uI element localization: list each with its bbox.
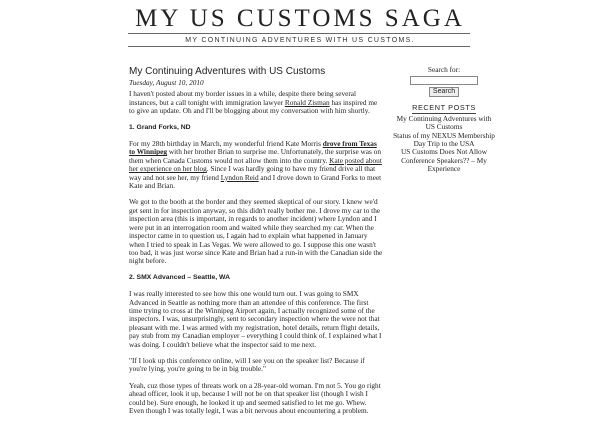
- recent-posts-list: [392, 115, 496, 174]
- post-paragraph-intro: [129, 90, 383, 115]
- intro-text-1: I haven't posted about my border issues in a while, despite there being several instances, but a call tonight with immigration lawyer: [129, 89, 357, 107]
- lyndon-reid-link[interactable]: Lyndon Reid: [220, 172, 259, 182]
- recent-post-link[interactable]: Day Trip to the USA: [413, 139, 475, 149]
- post-paragraph-birthday: [129, 140, 383, 190]
- list-item: [392, 115, 496, 132]
- search-input[interactable]: [410, 76, 478, 85]
- kate-blog-link[interactable]: Kate posted about her experience on her blog: [129, 155, 382, 174]
- section-heading-smx: 2. SMX Advanced – Seattle, WA: [129, 273, 230, 281]
- post-paragraph-smx: I was really interested to see how this one would turn out. I was going to SMX Advanced in Seattle as nothing more than an attendee of this conference. The first time trying to cross at the Winnipeg Airport again, I actually recognized some of the inspectors. I was, unsurprisingly, sent to secondary inspection where the were not that pleasant with me. I was armed with my registration, hotel details, return flight details, pay stub from my Canadian employer – everything I could think of. I explained what I was doing. I couldn't believe what the inspector said to me next.: [129, 289, 382, 349]
- search-label: Search for:: [427, 65, 461, 74]
- post-date: Tuesday, August 10, 2010: [129, 78, 204, 87]
- list-item: [392, 148, 496, 173]
- p2-text-3: . Since I was hardly going to have my friend drive all that way and not see her, my friend: [129, 164, 376, 182]
- post-paragraph-threats: Yeah, cuz those types of threats work on a 28-year-old woman. I'm not 5. You go right ahead officer, look it up, because I will not be on that speaker list (though I wish I could be). Sure enough, he looked it up and seemed satisfied to let me go. Whew. Even though I was totally legit, I was a bit nervous about encountering a problem.: [129, 380, 381, 415]
- sidebar: [392, 66, 496, 174]
- intro-text-2: has inspired me to give an update. Oh and I'll be blogging about my conversation with him shortly.: [129, 97, 378, 116]
- site-tagline: MY CONTINUING ADVENTURES WITH US CUSTOMS.: [185, 37, 415, 44]
- p2-text-2: with her brother Brian to surprise me. Unfortunately, the surprise was on them when Canada Customs would not allow them into the country.: [129, 147, 381, 165]
- recent-post-link[interactable]: My Continuing Adventures with US Customs: [396, 113, 492, 132]
- post-title[interactable]: My Continuing Adventures with US Customs: [129, 66, 326, 77]
- section-heading-grand-forks: 1. Grand Forks, ND: [129, 123, 191, 131]
- site-header: [0, 0, 600, 48]
- header-rule-bottom: [128, 46, 470, 47]
- drove-to-winnipeg-link[interactable]: drove from Texas to Winnipeg: [129, 139, 377, 157]
- post-paragraph-quote: "If I look up this conference online, will I see you on the speaker list? Because if you're lying, you're going to be in big trouble.": [129, 355, 365, 374]
- recent-post-link[interactable]: US Customs Does Not Allow Conference Speakers?? – My Experience: [401, 147, 487, 174]
- post-content: [129, 66, 383, 423]
- ronald-zisman-link[interactable]: Ronald Zisman: [284, 97, 330, 107]
- post-paragraph-border-booth: We got to the booth at the border and they seemed skeptical of our story. I knew we'd get sent in for inspection anyway, so this didn't really bother me. I drove my car to the inspection area (this is important, in regards to another incident) where Lyndon and I were put in an interrogation room and waited while they searched my car. When the inspector came in to question us, I again had to explain what happened in January when I tried to speak in Las Vegas. We were allowed to go. I suppose this one wasn't too bad, it was just worse since Kate and Brian had a run-in with the Canadian side the night before.: [129, 197, 383, 266]
- p2-text-4: and I drove down to Grand Forks to meet Kate and Brian.: [129, 172, 382, 191]
- header-rule-top: [128, 33, 470, 34]
- recent-posts-heading: RECENT POSTS: [412, 103, 476, 113]
- p2-text-1: For my 28th birthday in March, my wonderful friend Kate Morris: [129, 139, 323, 149]
- recent-post-link[interactable]: Status of my NEXUS Membership: [393, 130, 495, 140]
- site-title[interactable]: MY US CUSTOMS SAGA: [135, 5, 465, 32]
- search-button[interactable]: Search: [429, 87, 459, 97]
